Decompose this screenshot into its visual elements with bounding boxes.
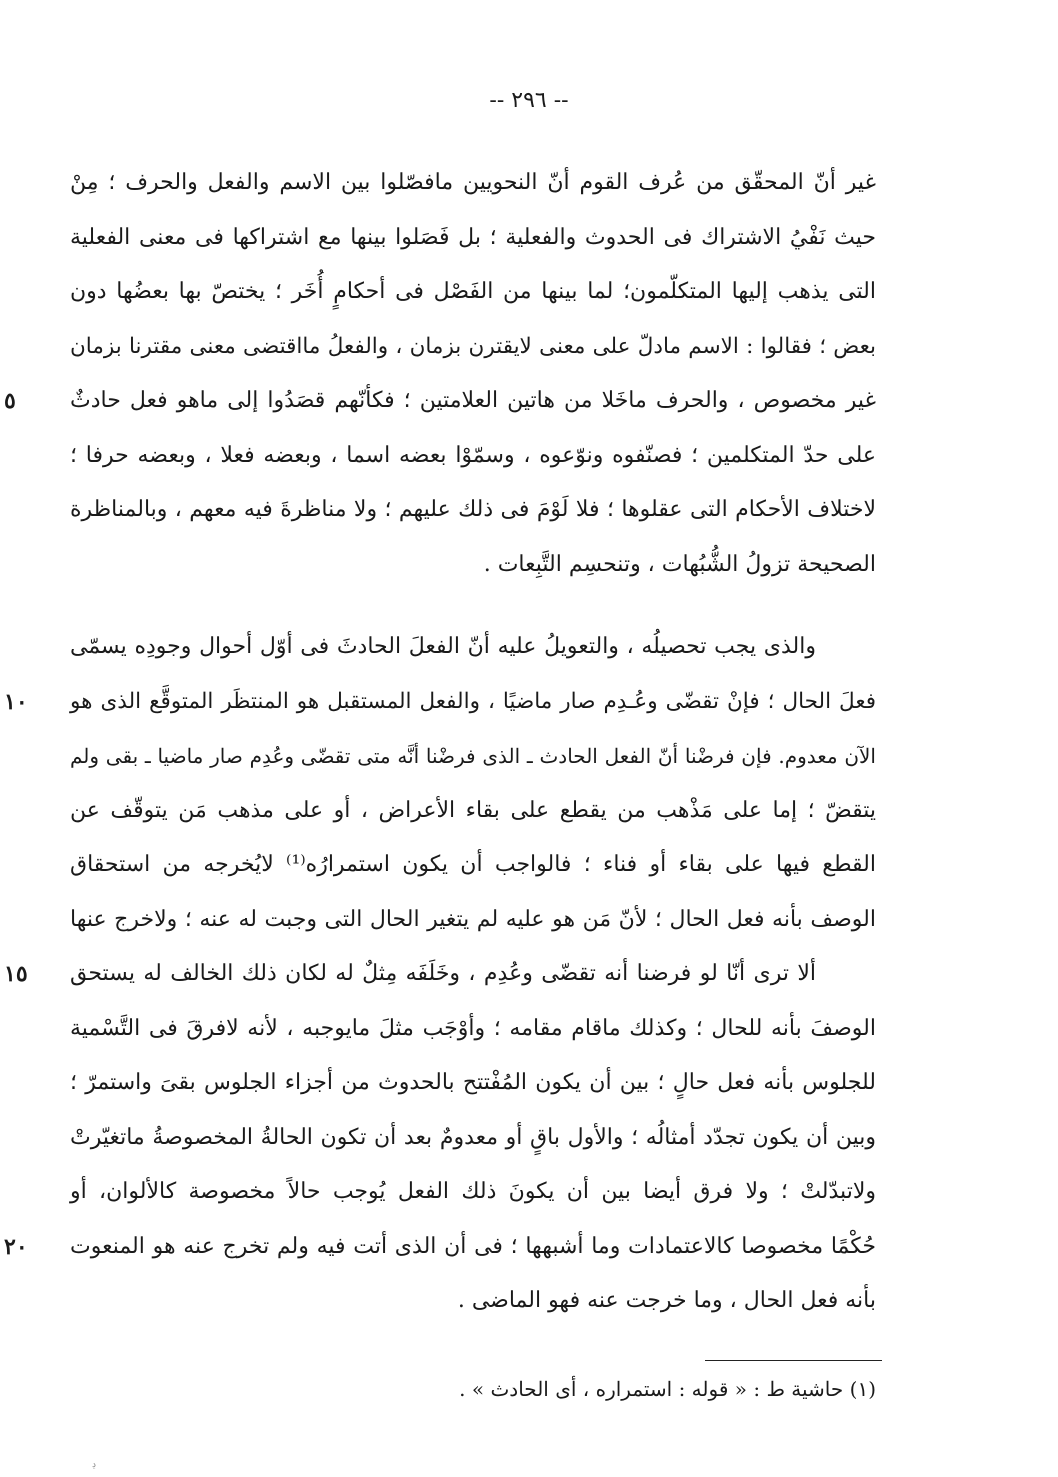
line-text: ألا ترى أنّا لو فرضنا أنه تقضّى وعُدِم ، وخَلَفَه مِثلٌ له لكان ذلك الخالف له يستحق bbox=[70, 961, 816, 986]
paragraph-1 bbox=[4, 156, 876, 592]
text-line bbox=[70, 1274, 876, 1329]
text-line bbox=[4, 675, 876, 730]
text-line bbox=[70, 784, 876, 839]
page-number: -- ٢٩٦ -- bbox=[489, 88, 569, 113]
text-line bbox=[70, 211, 876, 266]
text-line bbox=[70, 483, 876, 538]
line-text: التى يذهب إليها المتكلّمون؛ لما بينها من الفَصْل فى أحكامٍ أُخَر ؛ يختصّ بها بعضُها دون bbox=[70, 279, 876, 304]
line-text: يتقضّ ؛ إما على مَذْهب من يقطع على بقاء الأعراض ، أو على مذهب مَن يتوقّف عن bbox=[70, 797, 876, 823]
paragraph-2 bbox=[4, 620, 877, 1329]
text-line bbox=[70, 538, 876, 593]
text-line bbox=[4, 374, 876, 429]
text-line bbox=[70, 1111, 876, 1166]
text-line bbox=[70, 893, 876, 948]
line-text: غير أنّ المحقّق من عُرف القوم أنّ النحويين مافصّلوا بين الاسم والفعل والحرف ؛ مِنْ bbox=[70, 170, 876, 195]
line-text: بعض ؛ فقالوا : الاسم مادلّ على معنى لايقترن بزمان ، والفعلُ مااقتضى معنى مقترنا بزمان bbox=[70, 333, 876, 359]
line-text: غير مخصوص ، والحرف ماخَلا من هاتين العلامتين ؛ فكأنّهم قصَدُوا إلى ماهو فعل حادثٌ bbox=[70, 388, 876, 413]
line-text: وبين أن يكون تجدّد أمثالُه ؛ والأول باقٍ أو معدومٌ بعد أن تكون الحالةُ المخصوصةُ ماتغيّرتْ bbox=[70, 1124, 876, 1150]
text-line bbox=[70, 429, 876, 484]
line-text: والذى يجب تحصيلُه ، والتعويلُ عليه أنّ الفعلَ الحادثَ فى أوّل أحوال وجودِه يسمّى bbox=[70, 634, 816, 659]
line-text: لاختلاف الأحكام التى عقلوها ؛ فلا لَوْمَ فى ذلك عليهم ؛ ولا مناظرةَ فيه معهم ، وبالمناظرة bbox=[70, 497, 876, 522]
text-line bbox=[70, 1056, 876, 1111]
scan-mark: ڍ bbox=[92, 1460, 97, 1470]
line-text: حيث نَفْيُ الاشتراك فى الحدوث والفعلية ؛ بل فَصَلوا بينها مع اشتراكها فى معنى الفعلية bbox=[70, 224, 876, 250]
line-text: الصحيحة تزولُ الشُّبُهات ، وتنحسِم التَّبِعات . bbox=[483, 551, 876, 577]
text-line bbox=[70, 729, 876, 784]
line-text: على حدّ المتكلمين ؛ فصنّفوه ونوّعوه ، وسمّوْا بعضه اسما ، وبعضه فعلا ، وبعضه حرفا ؛ bbox=[70, 442, 876, 468]
line-text: فعلَ الحال ؛ فإنْ تقضّى وعُـدِم صار ماضيًا ، والفعل المستقبل هو المنتظَر المتوقَّع الذى هو bbox=[70, 688, 876, 714]
line-number: ١٥ bbox=[4, 961, 28, 987]
line-text: القطع فيها على بقاء أو فناء ؛ فالواجب أن يكون استمرارُه⁽¹⁾ لايُخرجه من استحقاق bbox=[70, 852, 877, 877]
text-line bbox=[70, 1002, 876, 1057]
line-text: حُكْمًا مخصوصا كالاعتمادات وما أشبهها ؛ فى أن الذى أتت فيه ولم تخرج عنه هو المنعوت bbox=[70, 1233, 876, 1259]
footnote-divider bbox=[705, 1360, 882, 1361]
text-line bbox=[70, 838, 876, 893]
text-line bbox=[4, 947, 876, 1002]
text-line bbox=[70, 265, 876, 320]
text-line bbox=[70, 1165, 876, 1220]
footnote: (١) حاشية ط : « قوله : استمراره ، أى الحادث » . bbox=[459, 1377, 876, 1401]
line-text: بأنه فعل الحال ، وما خرجت عنه فهو الماضى . bbox=[457, 1288, 876, 1313]
text-line bbox=[4, 1220, 876, 1275]
line-number: ٥ bbox=[4, 388, 16, 414]
text-line bbox=[70, 320, 876, 375]
line-number: ١٠ bbox=[4, 688, 28, 715]
text-line bbox=[70, 620, 876, 675]
line-number: ٢٠ bbox=[4, 1233, 28, 1260]
line-text: ولاتبدّلتْ ؛ ولا فرق أيضا بين أن يكونَ ذلك الفعل يُوجب حالاً مخصوصة كالألوان، أو bbox=[70, 1179, 876, 1204]
line-text: الآن معدوم. فإن فرضْنا أنّ الفعل الحادث ـ الذى فرضْنا أنَّه متى تقضّى وعُدِم صار ماضيا ـ بقى ولم bbox=[70, 744, 876, 768]
line-text: الوصف بأنه فعل الحال ؛ لأنّ مَن هو عليه لم يتغير الحال التى وجبت له عنه ؛ ولاخرج عنها bbox=[70, 906, 876, 932]
line-text: للجلوس بأنه فعل حالٍ ؛ بين أن يكون المُفْتتح بالحدوث من أجزاء الجلوس بقىَ واستمرّ ؛ bbox=[70, 1070, 876, 1095]
text-line bbox=[70, 156, 876, 211]
line-text: الوصفَ بأنه للحال ؛ وكذلك ماقام مقامه ؛ وأوْجَب مثلَ مايوجبه ، لأنه لافرقَ فى التَّسْمية bbox=[70, 1015, 876, 1041]
